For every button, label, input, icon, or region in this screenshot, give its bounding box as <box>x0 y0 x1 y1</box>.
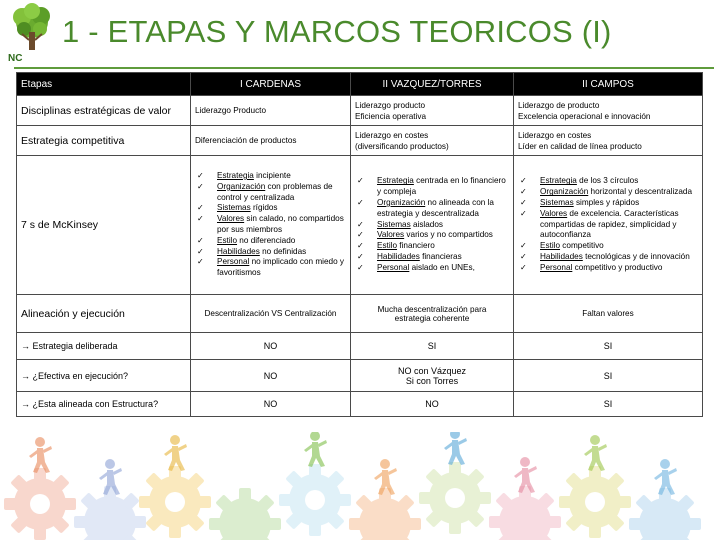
checklist-item <box>355 198 509 220</box>
checklist <box>518 174 698 275</box>
cell-vazquez-torres: Mucha descentralización para estrategia coherente <box>351 295 514 333</box>
checklist-key: Habilidades <box>540 251 583 261</box>
checklist-text: simples y rápidos <box>573 198 640 207</box>
checklist-item <box>195 171 346 182</box>
table-row-disciplinas <box>17 96 703 126</box>
check-icon: ✓ <box>520 208 527 218</box>
checklist-text: varios y no compartidos <box>404 230 493 240</box>
checklist-text: incipiente <box>253 171 291 181</box>
cell-cardenas: NO <box>191 392 351 417</box>
cell-cardenas: Liderazgo Producto <box>191 96 351 126</box>
header-cardenas: I CARDENAS <box>191 73 351 96</box>
checklist-text: competitivo <box>560 241 604 251</box>
checklist-text: financiero <box>397 241 435 251</box>
checklist-key: Estrategia <box>540 176 577 186</box>
checklist-item <box>355 252 509 263</box>
checklist-item <box>355 176 509 198</box>
page-title: 1 - ETAPAS Y MARCOS TEORICOS (I) <box>62 14 612 49</box>
check-icon: ✓ <box>520 251 527 261</box>
checklist-item <box>195 182 346 204</box>
checklist-item <box>355 230 509 241</box>
check-icon: ✓ <box>357 262 364 272</box>
cell-campos: Faltan valores <box>514 295 703 333</box>
check-icon: ✓ <box>197 181 204 191</box>
checklist-key: Valores <box>377 230 405 240</box>
row-label: → ¿Esta alineada con Estructura? <box>17 392 191 417</box>
table-header-row <box>17 73 703 96</box>
table-row-alineada <box>17 392 703 417</box>
check-icon: ✓ <box>520 262 527 272</box>
checklist-item <box>518 241 698 252</box>
checklist-key: Organización <box>540 187 589 197</box>
checklist-key: Valores <box>217 214 245 224</box>
checklist-text: financieras <box>419 251 462 261</box>
checklist-text: aislado en UNEs, <box>409 262 475 272</box>
check-icon: ✓ <box>520 241 527 251</box>
checklist <box>195 169 346 281</box>
row-label: → Estrategia deliberada <box>17 333 191 360</box>
table-row-deliberada <box>17 333 703 360</box>
checklist-key: Estrategia <box>217 171 254 181</box>
check-icon: ✓ <box>357 230 364 240</box>
header-vazquez-torres: II VAZQUEZ/TORRES <box>351 73 514 96</box>
check-icon: ✓ <box>197 246 204 256</box>
slide-header <box>0 0 720 66</box>
checklist-text: tecnológicas y de innovación <box>582 251 690 261</box>
check-icon: ✓ <box>197 257 204 267</box>
checklist-item <box>195 236 346 247</box>
title-underline <box>14 67 714 69</box>
checklist-text: rígidos <box>250 203 278 213</box>
checklist-key: Sistemas <box>377 219 411 229</box>
checklist-key: Organización <box>217 181 266 191</box>
checklist-text: de excelencia. Características compartidas de rapidez, simplicidad y autoconfianza <box>540 208 679 240</box>
cell-campos: SI <box>514 392 703 417</box>
checklist-text: no definidas <box>259 246 307 256</box>
logo-text: NC <box>8 53 23 64</box>
checklist-item <box>355 263 509 274</box>
checklist-key: Personal <box>540 262 573 272</box>
check-icon: ✓ <box>357 251 364 261</box>
check-icon: ✓ <box>357 198 364 207</box>
row-label: → ¿Efectiva en ejecución? <box>17 360 191 392</box>
cell-vazquez-torres: Liderazgo en costes (diversificando productos) <box>351 126 514 156</box>
checklist-key: Estilo <box>540 241 561 251</box>
table-row-mckinsey <box>17 156 703 295</box>
checklist-key: Estilo <box>217 235 238 245</box>
checklist-item <box>355 241 509 252</box>
checklist-item <box>518 263 698 274</box>
cell-cardenas <box>191 156 351 295</box>
checklist-key: Habilidades <box>377 251 420 261</box>
checklist-text: de los 3 círculos <box>576 176 639 186</box>
checklist-text: competitivo y productivo <box>572 262 663 272</box>
checklist-text: aislados <box>410 219 443 229</box>
checklist-key: Organización <box>377 198 426 207</box>
cell-vazquez-torres: NO <box>351 392 514 417</box>
cell-vazquez-torres <box>351 156 514 295</box>
checklist-text: con problemas de control y centralizada <box>217 181 333 202</box>
cell-campos: Liderazgo en costes Líder en calidad de línea producto <box>514 126 703 156</box>
cell-cardenas: NO <box>191 333 351 360</box>
header-campos: II CAMPOS <box>514 73 703 96</box>
checklist-item <box>518 176 698 187</box>
checklist-key: Estrategia <box>377 176 414 186</box>
check-icon: ✓ <box>357 219 364 229</box>
cell-vazquez-torres: SI <box>351 333 514 360</box>
checklist-key: Sistemas <box>540 198 574 207</box>
checklist-key: Valores <box>540 208 568 218</box>
check-icon: ✓ <box>197 203 204 213</box>
cell-vazquez-torres: Liderazgo producto Eficiencia operativa <box>351 96 514 126</box>
check-icon: ✓ <box>520 176 527 186</box>
check-icon: ✓ <box>197 235 204 245</box>
row-label: Disciplinas estratégicas de valor <box>17 96 191 126</box>
cell-cardenas: NO <box>191 360 351 392</box>
checklist-key: Personal <box>217 257 250 267</box>
checklist-item <box>518 187 698 198</box>
row-label: 7 s de McKinsey <box>17 156 191 295</box>
checklist-key: Estilo <box>377 241 398 251</box>
checklist-text: no alineada con la estrategia y descentralizada <box>377 198 494 218</box>
table-row-efectiva <box>17 360 703 392</box>
checklist <box>355 174 509 275</box>
cell-cardenas: Descentralización VS Centralización <box>191 295 351 333</box>
checklist-text: sin calado, no compartidos por sus miembros <box>217 214 344 234</box>
table-row-alineacion <box>17 295 703 333</box>
cell-campos <box>514 156 703 295</box>
checklist-text: horizontal y descentralizada <box>588 187 693 197</box>
header-etapas: Etapas <box>17 73 191 96</box>
cell-cardenas: Diferenciación de productos <box>191 126 351 156</box>
checklist-text: no diferenciado <box>237 235 296 245</box>
checklist-text: centrada en lo financiero y compleja <box>377 176 506 197</box>
gears-people-banner <box>0 432 720 540</box>
checklist-item <box>195 214 346 236</box>
check-icon: ✓ <box>520 187 527 197</box>
checklist-key: Personal <box>377 262 410 272</box>
check-icon: ✓ <box>520 198 527 207</box>
checklist-item <box>195 203 346 214</box>
row-label: Alineación y ejecución <box>17 295 191 333</box>
checklist-item <box>518 198 698 209</box>
cell-campos: SI <box>514 360 703 392</box>
table-row-estrategia <box>17 126 703 156</box>
cell-campos: SI <box>514 333 703 360</box>
checklist-item <box>195 247 346 258</box>
row-label: Estrategia competitiva <box>17 126 191 156</box>
stages-table <box>16 72 703 417</box>
check-icon: ✓ <box>197 171 204 181</box>
checklist-key: Sistemas <box>217 203 251 213</box>
checklist-item <box>355 220 509 231</box>
check-icon: ✓ <box>357 241 364 251</box>
cell-campos: Liderazgo de producto Excelencia operacional e innovación <box>514 96 703 126</box>
checklist-text: no implicado con miedo y favoritismos <box>217 257 344 278</box>
cell-vazquez-torres: NO con Vázquez Si con Torres <box>351 360 514 392</box>
checklist-item <box>518 252 698 263</box>
tree-logo <box>6 2 58 64</box>
check-icon: ✓ <box>357 176 364 186</box>
checklist-item <box>195 257 346 279</box>
checklist-key: Habilidades <box>217 246 260 256</box>
check-icon: ✓ <box>197 214 204 224</box>
checklist-item <box>518 209 698 241</box>
